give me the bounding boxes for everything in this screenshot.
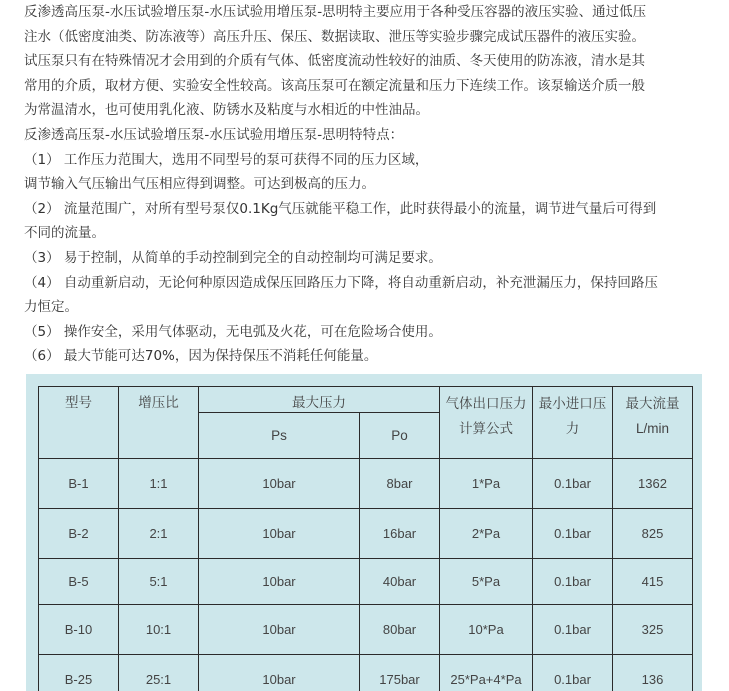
spec-table-image bbox=[26, 374, 702, 691]
paragraph-line: 调节输入气压输出气压相应得到调整。可达到极高的压力。 bbox=[24, 176, 375, 193]
table-row bbox=[39, 655, 693, 691]
header-min-inlet bbox=[533, 387, 613, 459]
header-max-flow bbox=[613, 387, 693, 459]
cell-formula: 5*Pa bbox=[440, 559, 533, 605]
cell-model: B-5 bbox=[39, 559, 119, 605]
cell-ps: 10bar bbox=[199, 655, 360, 691]
paragraph-line: 不同的流量。 bbox=[24, 225, 105, 242]
paragraph-line: 注水（低密度油类、防冻液等）高压升压、保压、数据读取、泄压等实验步骤完成试压器件的液压实验。 bbox=[24, 28, 645, 45]
header-max-pressure: 最大压力 bbox=[199, 387, 440, 413]
cell-po: 80bar bbox=[360, 605, 440, 655]
paragraph-line: 试压泵只有在特殊情况才会用到的介质有气体、低密度流动性较好的油质、冬天使用的防冻液，清水是其 bbox=[24, 53, 645, 70]
cell-ps: 10bar bbox=[199, 459, 360, 509]
paragraph-line: 力恒定。 bbox=[24, 299, 78, 316]
cell-formula: 1*Pa bbox=[440, 459, 533, 509]
paragraph-line: 常用的介质，取材方便、实验安全性较高。该高压泵可在额定流量和压力下连续工作。该泵输送介质一般 bbox=[24, 77, 645, 94]
cell-ratio: 1:1 bbox=[119, 459, 199, 509]
table-row bbox=[39, 559, 693, 605]
cell-ratio: 10:1 bbox=[119, 605, 199, 655]
cell-formula: 25*Pa+4*Pa bbox=[440, 655, 533, 691]
cell-model: B-1 bbox=[39, 459, 119, 509]
paragraph-line: 为常温清水，也可使用乳化液、防锈水及粘度与水相近的中性油品。 bbox=[24, 102, 429, 119]
header-max-flow-line2: L/min bbox=[635, 421, 669, 436]
header-formula bbox=[440, 387, 533, 459]
header-formula-line2: 计算公式 bbox=[459, 421, 513, 436]
cell-min-inlet: 0.1bar bbox=[533, 655, 613, 691]
paragraph-line: （1） 工作压力范围大，选用不同型号的泵可获得不同的压力区域， bbox=[24, 151, 429, 168]
cell-max-flow: 1362 bbox=[613, 459, 693, 509]
paragraph-line: （6） 最大节能可达70%，因为保持保压不消耗任何能量。 bbox=[24, 348, 378, 365]
cell-ratio: 25:1 bbox=[119, 655, 199, 691]
cell-ps: 10bar bbox=[199, 559, 360, 605]
paragraph-line: 反渗透高压泵-水压试验增压泵-水压试验用增压泵-思明特主要应用于各种受压容器的液压实验、通过低压 bbox=[24, 4, 647, 20]
cell-po: 8bar bbox=[360, 459, 440, 509]
cell-min-inlet: 0.1bar bbox=[533, 605, 613, 655]
cell-max-flow: 825 bbox=[613, 509, 693, 559]
cell-formula: 2*Pa bbox=[440, 509, 533, 559]
header-min-inlet-line2: 力 bbox=[565, 421, 580, 436]
table-row bbox=[39, 605, 693, 655]
header-formula-line1: 气体出口压力 bbox=[445, 396, 527, 411]
paragraph-line: （5） 操作安全，采用气体驱动，无电弧及火花，可在危险场合使用。 bbox=[24, 323, 442, 340]
paragraph-line: 反渗透高压泵-水压试验增压泵-水压试验用增压泵-思明特特点： bbox=[24, 126, 404, 143]
header-max-flow-line1: 最大流量 bbox=[625, 396, 680, 411]
header-ratio: 增压比 bbox=[119, 387, 199, 459]
paragraph-line: （2） 流量范围广，对所有型号泵仅0.1Kg气压就能平稳工作，此时获得最小的流量，调节进气量后可得到 bbox=[24, 200, 657, 217]
table-row bbox=[39, 459, 693, 509]
spec-table bbox=[38, 386, 693, 691]
cell-po: 40bar bbox=[360, 559, 440, 605]
cell-model: B-25 bbox=[39, 655, 119, 691]
paragraph-line: （4） 自动重新启动，无论何种原因造成保压回路压力下降，将自动重新启动，补充泄漏压力，保持回路压 bbox=[24, 274, 658, 291]
cell-min-inlet: 0.1bar bbox=[533, 509, 613, 559]
cell-ps: 10bar bbox=[199, 509, 360, 559]
cell-po: 175bar bbox=[360, 655, 440, 691]
cell-model: B-2 bbox=[39, 509, 119, 559]
cell-ratio: 2:1 bbox=[119, 509, 199, 559]
cell-max-flow: 325 bbox=[613, 605, 693, 655]
cell-formula: 10*Pa bbox=[440, 605, 533, 655]
cell-ratio: 5:1 bbox=[119, 559, 199, 605]
cell-min-inlet: 0.1bar bbox=[533, 559, 613, 605]
cell-max-flow: 136 bbox=[613, 655, 693, 691]
cell-model: B-10 bbox=[39, 605, 119, 655]
header-ps: Ps bbox=[199, 413, 360, 459]
cell-max-flow: 415 bbox=[613, 559, 693, 605]
cell-ps: 10bar bbox=[199, 605, 360, 655]
table-row bbox=[39, 509, 693, 559]
article-text bbox=[24, 0, 714, 369]
paragraph-line: （3） 易于控制，从简单的手动控制到完全的自动控制均可满足要求。 bbox=[24, 249, 442, 266]
header-model: 型号 bbox=[39, 387, 119, 459]
header-min-inlet-line1: 最小进口压 bbox=[538, 396, 607, 411]
cell-po: 16bar bbox=[360, 509, 440, 559]
cell-min-inlet: 0.1bar bbox=[533, 459, 613, 509]
header-po: Po bbox=[360, 413, 440, 459]
